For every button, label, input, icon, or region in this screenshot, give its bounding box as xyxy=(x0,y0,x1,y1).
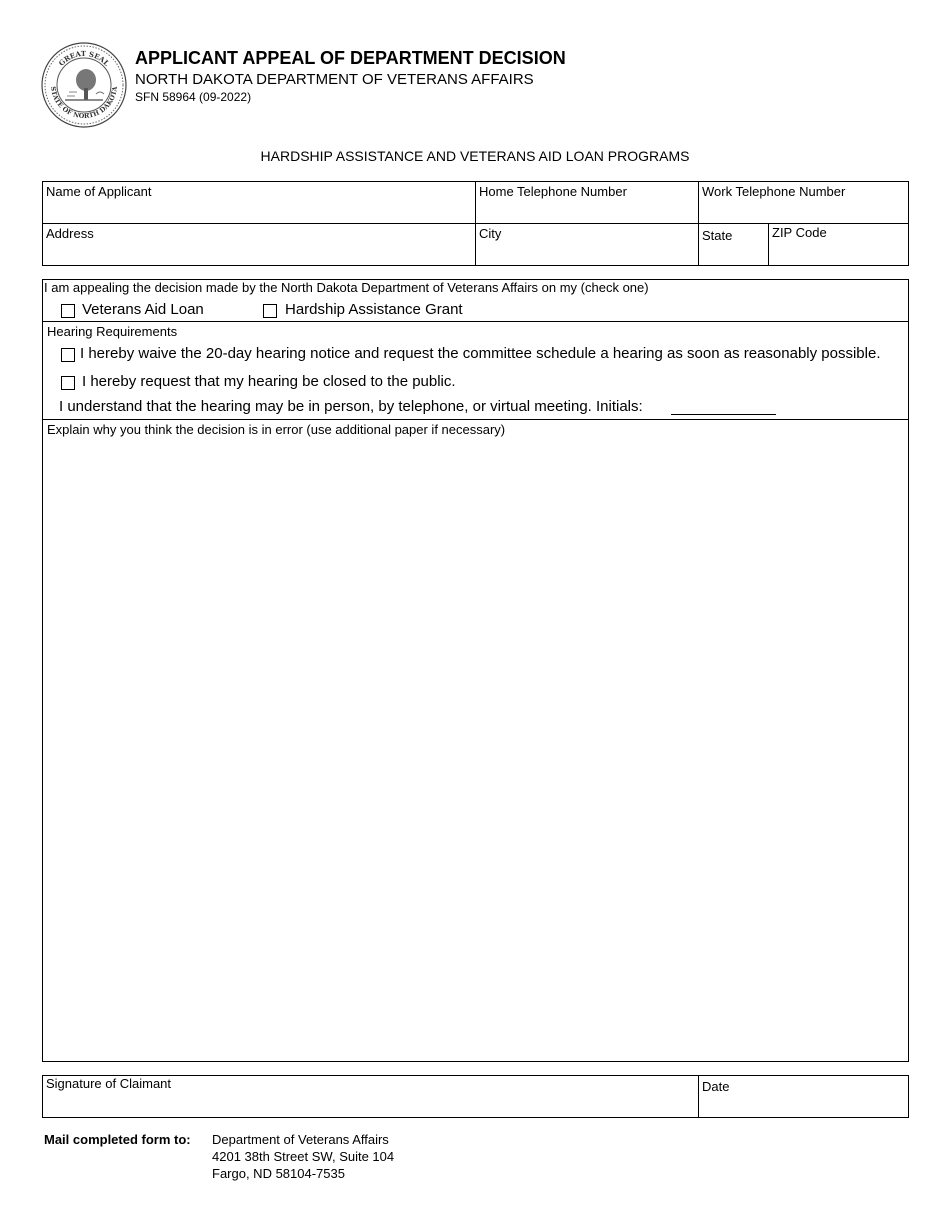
form-title: APPLICANT APPEAL OF DEPARTMENT DECISION xyxy=(135,48,566,68)
home-phone-field[interactable] xyxy=(475,181,698,223)
veterans-aid-loan-label: Veterans Aid Loan xyxy=(82,301,204,318)
department-name: NORTH DAKOTA DEPARTMENT OF VETERANS AFFAIRS xyxy=(135,71,534,88)
form-subtitle: HARDSHIP ASSISTANCE AND VETERANS AID LOAN PROGRAMS xyxy=(260,148,690,164)
work-phone-field[interactable] xyxy=(698,181,909,223)
zip-field[interactable] xyxy=(768,222,909,266)
home-phone-label: Home Telephone Number xyxy=(479,184,627,199)
mail-label: Mail completed form to: xyxy=(44,1132,191,1147)
veterans-aid-loan-checkbox[interactable] xyxy=(61,304,75,318)
date-field[interactable] xyxy=(698,1076,909,1118)
address-label: Address xyxy=(46,226,94,241)
hardship-grant-checkbox[interactable] xyxy=(263,304,277,318)
form-number: SFN 58964 (09-2022) xyxy=(135,90,252,104)
waive-notice-checkbox[interactable] xyxy=(61,348,75,362)
address-field[interactable] xyxy=(42,223,475,266)
state-field[interactable] xyxy=(698,225,768,266)
svg-text:GREAT SEAL: GREAT SEAL xyxy=(56,48,112,68)
state-label: State xyxy=(702,228,733,243)
svg-text:STATE OF NORTH DAKOTA: STATE OF NORTH DAKOTA xyxy=(48,85,120,121)
signature-field[interactable] xyxy=(42,1073,698,1118)
mail-address-line3: Fargo, ND 58104-7535 xyxy=(212,1166,345,1181)
date-label: Date xyxy=(702,1079,730,1094)
work-phone-label: Work Telephone Number xyxy=(702,184,846,199)
hardship-grant-label: Hardship Assistance Grant xyxy=(285,301,463,318)
state-seal-logo xyxy=(41,42,127,128)
closed-hearing-label: I hereby request that my hearing be closed to the public. xyxy=(82,373,456,390)
hearing-requirements-heading: Hearing Requirements xyxy=(47,324,178,339)
city-label: City xyxy=(479,226,502,241)
zip-label: ZIP Code xyxy=(772,225,827,240)
explain-textarea[interactable] xyxy=(43,440,908,1061)
hearing-format-statement: I understand that the hearing may be in person, by telephone, or virtual meeting. Initials: xyxy=(59,398,643,415)
mail-address-line2: 4201 38th Street SW, Suite 104 xyxy=(212,1149,395,1164)
initials-field[interactable] xyxy=(671,414,776,415)
explain-label: Explain why you think the decision is in error (use additional paper if necessary) xyxy=(47,422,506,437)
city-field[interactable] xyxy=(475,223,698,266)
applicant-name-field[interactable] xyxy=(42,181,475,223)
closed-hearing-checkbox[interactable] xyxy=(61,376,75,390)
appeal-statement: I am appealing the decision made by the North Dakota Department of Veterans Affairs on my (check one) xyxy=(44,280,649,295)
applicant-name-label: Name of Applicant xyxy=(46,184,152,199)
signature-label: Signature of Claimant xyxy=(46,1076,172,1091)
mail-address-line1: Department of Veterans Affairs xyxy=(212,1132,389,1147)
waive-notice-label: I hereby waive the 20-day hearing notice and request the committee schedule a hearing as soon as reasonably possible. xyxy=(80,345,881,362)
